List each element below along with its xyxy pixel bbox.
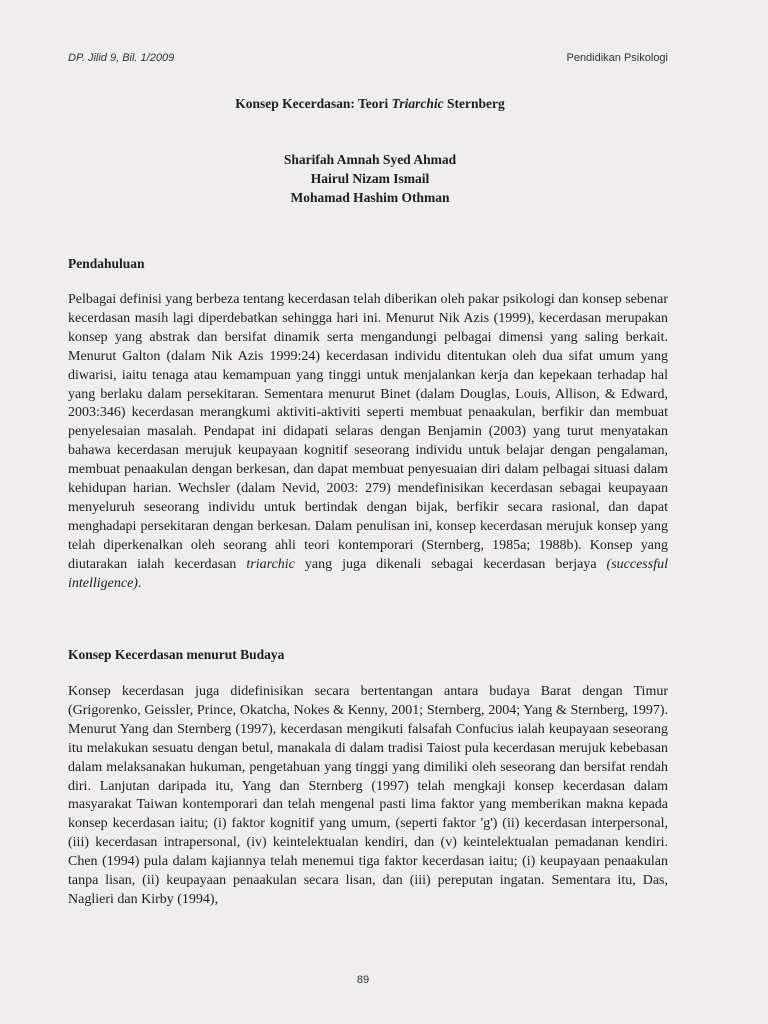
page-number: 89 — [356, 974, 370, 986]
body-text: Pelbagai definisi yang berbeza tentang kecerdasan telah diberikan oleh pakar psikologi dan konsep sebenar kecerdasan masih lagi diperdebatkan sehingga hari ini. Menurut Nik Azis (1999), kecerdasan merupakan konsep yang abstrak dan bersifat dinamik serta mengandungi pelbagai dimensi yang saling berkait. Menurut Galton (dalam Nik Azis 1999:24) kecerdasan individu ditentukan oleh dua sifat umum yang diwarisi, iaitu tenaga atau kemampuan yang tinggi untuk menjalankan kerja dan kepekaan terhadap hal yang berlaku dalam persekitaran. Sementara menurut Binet (dalam Douglas, Louis, Allison, & Edward, 2003:346) kecerdasan merangkumi aktiviti-aktiviti seperti membuat penaakulan, berfikir dan membuat penyelesaian masalah. Pendapat ini didapati selaras dengan Benjamin (2003) yang turut menyatakan bahawa kecerdasan merujuk keupayaan kognitif seseorang individu untuk belajar dengan pengalaman, membuat penaakulan dengan berkesan, dan dapat membuat penyesuaian diri dalam pelbagai situasi dalam kehidupan harian. Wechsler (dalam Nevid, 2003: 279) mendefinisikan kecerdasan sebagai keupayaan menyeluruh seseorang individu untuk bertindak dengan bijak, berfikir secara rasional, dan dapat menghadapi persekitaran dengan berkesan. Dalam penulisan ini, konsep kecerdasan merujuk konsep yang telah diperkenalkan oleh seorang ahli teori kontemporari (Sternberg, 1985a; 1988b). Konsep yang diutarakan ialah kecerdasan — [68, 292, 668, 572]
title-italic: Triarchic — [391, 96, 444, 111]
body-italic-term: (successful intelligence). — [68, 556, 668, 591]
journal-citation: DP. Jilid 9, Bil. 1/2009 — [68, 52, 175, 64]
body-italic-term: triarchic — [246, 556, 295, 572]
section-heading-budaya: Konsep Kecerdasan menurut Budaya — [68, 647, 285, 662]
author-list — [0, 150, 740, 207]
body-text: Konsep kecerdasan juga didefinisikan secara bertentangan antara budaya Barat dengan Timur (Grigorenko, Geissler, Prince, Okatcha, Nokes & Kenny, 2001; Sternberg, 2004; Yang & Sternberg, 1997). Menurut Yang dan Sternberg (1997), kecerdasan mengikuti falsafah Confucius ialah keupayaan seseorang itu melakukan sesuatu dengan betul, manakala di dalam tradisi Taiost pula kecerdasan merujuk kebebasan dalam melaksanakan hukuman, pengetahuan yang tinggi yang dimiliki oleh seseorang dan bersifat rendah diri. Lanjutan daripada itu, Yang dan Sternberg (1997) telah mengkaji konsep kecerdasan dalam masyarakat Taiwan kontemporari dan telah mengenal pasti lima faktor yang memberikan makna kepada konsep kecerdasan iaitu; (i) faktor kognitif yang umum, (seperti faktor 'g') (ii) kecerdasan interpersonal, (iii) kecerdasan intrapersonal, (iv) keintelektualan kendiri, dan (v) keintelektualan pemadanan kendiri. Chen (1994) pula dalam kajiannya telah menemui tiga faktor kecerdasan iaitu; (i) keupayaan penaakulan tanpa lisan, (ii) keupayaan penaakulan secara lisan, dan (iii) pereputan ingatan. Sementara itu, Das, Naglieri dan Kirby (1994), — [68, 684, 668, 907]
section-body-pendahuluan — [68, 291, 668, 594]
author-name: Hairul Nizam Ismail — [310, 171, 430, 186]
journal-section: Pendidikan Psikologi — [566, 52, 668, 64]
title-suffix: Sternberg — [443, 96, 505, 111]
author-name: Sharifah Amnah Syed Ahmad — [283, 152, 457, 167]
section-body-budaya — [68, 683, 668, 910]
title-prefix: Konsep Kecerdasan: Teori — [235, 96, 392, 111]
body-text-continued: yang juga dikenali sebagai kecerdasan berjaya — [294, 556, 607, 572]
section-heading-pendahuluan: Pendahuluan — [68, 256, 145, 271]
article-title — [0, 96, 740, 112]
author-name: Mohamad Hashim Othman — [290, 190, 450, 205]
